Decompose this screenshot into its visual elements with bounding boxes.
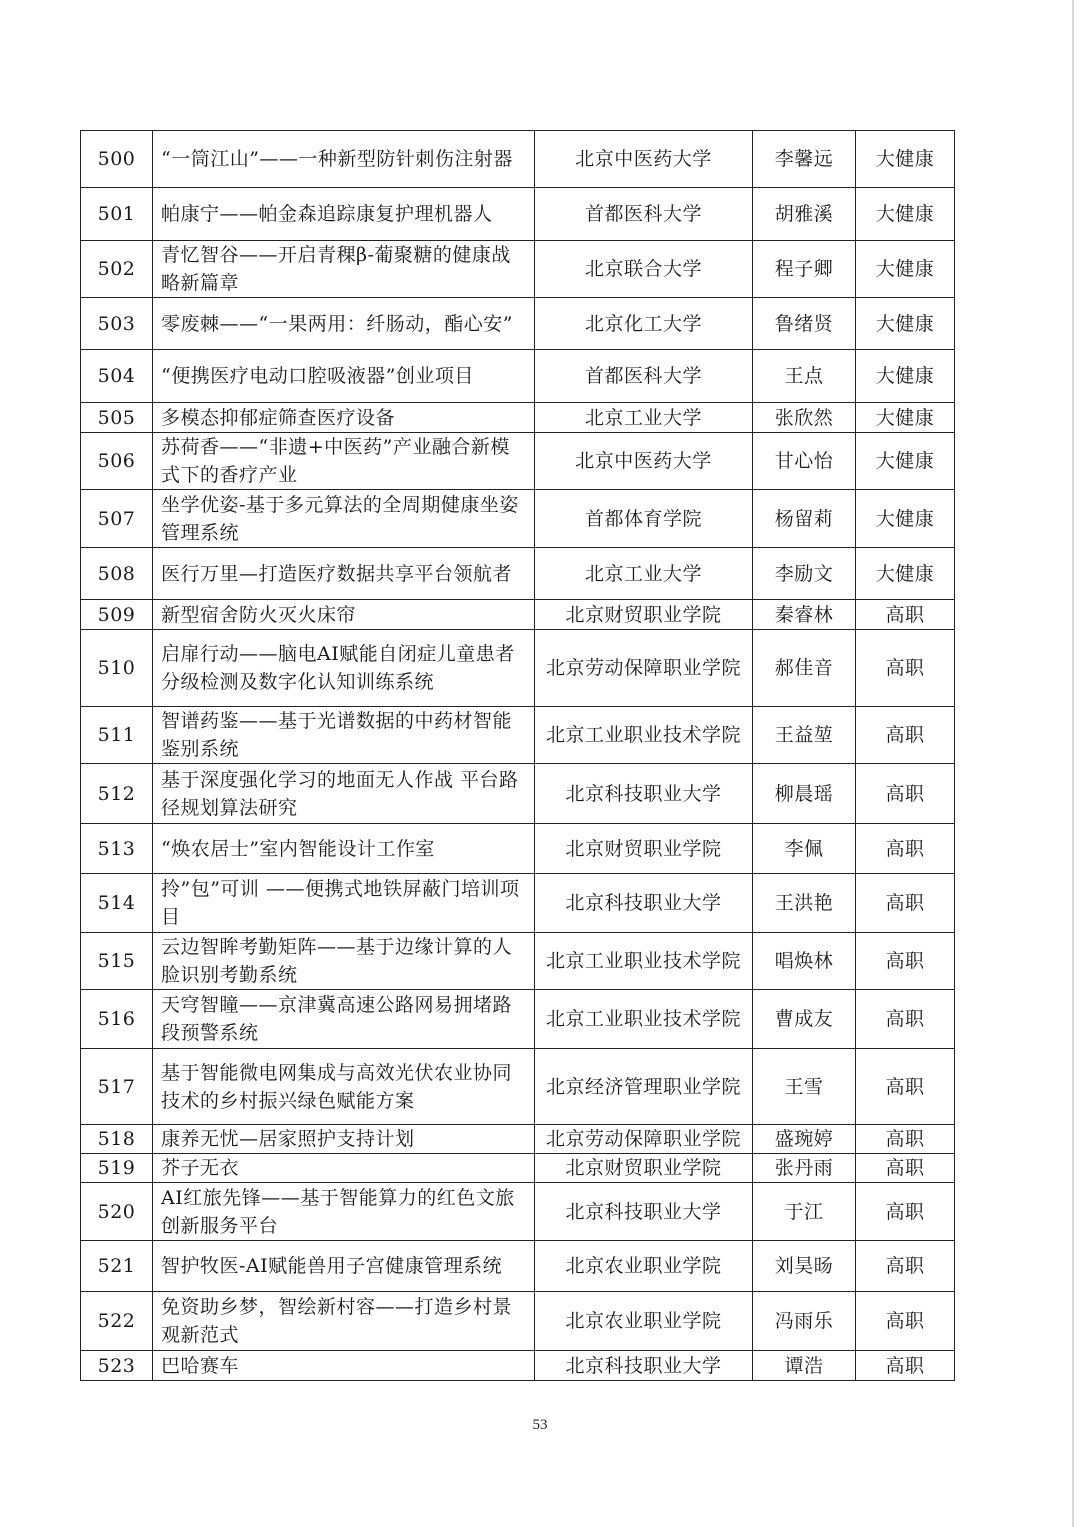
project-category: 高职 <box>856 707 955 764</box>
project-name: 芥子无衣 <box>153 1154 535 1183</box>
table-row <box>81 764 955 824</box>
row-number: 503 <box>81 298 153 350</box>
leader-name: 李佩 <box>753 824 856 874</box>
leader-name: 曹成友 <box>753 990 856 1049</box>
row-number: 510 <box>81 630 153 707</box>
leader-name: 李励文 <box>753 548 856 600</box>
table-row <box>81 298 955 350</box>
leader-name: 刘昊旸 <box>753 1241 856 1292</box>
row-number: 523 <box>81 1351 153 1381</box>
table-row <box>81 1351 955 1381</box>
school-name: 北京农业职业学院 <box>535 1241 753 1292</box>
project-category: 高职 <box>856 933 955 990</box>
table-row <box>81 933 955 990</box>
school-name: 北京工业职业技术学院 <box>535 990 753 1049</box>
project-category: 大健康 <box>856 403 955 433</box>
table-row <box>81 403 955 433</box>
leader-name: 鲁绪贤 <box>753 298 856 350</box>
project-name: 多模态抑郁症筛查医疗设备 <box>153 403 535 433</box>
leader-name: 张欣然 <box>753 403 856 433</box>
row-number: 501 <box>81 188 153 241</box>
table-row <box>81 131 955 188</box>
project-name: “焕农居士”室内智能设计工作室 <box>153 824 535 874</box>
project-name: 巴哈赛车 <box>153 1351 535 1381</box>
school-name: 北京中医药大学 <box>535 433 753 490</box>
project-category: 高职 <box>856 1049 955 1125</box>
table-row <box>81 630 955 707</box>
table-row <box>81 1183 955 1241</box>
project-category: 高职 <box>856 630 955 707</box>
table-row <box>81 433 955 490</box>
school-name: 北京财贸职业学院 <box>535 1154 753 1183</box>
project-name: “一筒江山”——一种新型防针刺伤注射器 <box>153 131 535 188</box>
project-name: 青忆智谷——开启青稞β-葡聚糖的健康战略新篇章 <box>153 241 535 298</box>
leader-name: 王益堃 <box>753 707 856 764</box>
school-name: 北京联合大学 <box>535 241 753 298</box>
leader-name: 盛琬婷 <box>753 1125 856 1154</box>
table-row <box>81 1154 955 1183</box>
school-name: 首都医科大学 <box>535 350 753 403</box>
project-category: 大健康 <box>856 241 955 298</box>
project-category: 高职 <box>856 1241 955 1292</box>
school-name: 北京劳动保障职业学院 <box>535 630 753 707</box>
school-name: 北京财贸职业学院 <box>535 600 753 630</box>
project-roster-table <box>80 130 955 1381</box>
project-name: 基于智能微电网集成与高效光伏农业协同技术的乡村振兴绿色赋能方案 <box>153 1049 535 1125</box>
project-name: 智护牧医-AI赋能兽用子宫健康管理系统 <box>153 1241 535 1292</box>
leader-name: 唱焕林 <box>753 933 856 990</box>
table-row <box>81 241 955 298</box>
project-category: 大健康 <box>856 548 955 600</box>
project-category: 高职 <box>856 1351 955 1381</box>
table-row <box>81 707 955 764</box>
project-category: 大健康 <box>856 131 955 188</box>
school-name: 首都体育学院 <box>535 490 753 548</box>
project-category: 大健康 <box>856 433 955 490</box>
leader-name: 张丹雨 <box>753 1154 856 1183</box>
school-name: 北京科技职业大学 <box>535 874 753 933</box>
table-row <box>81 490 955 548</box>
school-name: 北京科技职业大学 <box>535 1183 753 1241</box>
project-category: 高职 <box>856 824 955 874</box>
school-name: 北京工业大学 <box>535 403 753 433</box>
table-row <box>81 1125 955 1154</box>
school-name: 北京科技职业大学 <box>535 764 753 824</box>
page-edge-line <box>1072 0 1074 1527</box>
project-category: 高职 <box>856 1183 955 1241</box>
leader-name: 王雪 <box>753 1049 856 1125</box>
project-category: 高职 <box>856 600 955 630</box>
school-name: 北京工业职业技术学院 <box>535 933 753 990</box>
school-name: 首都医科大学 <box>535 188 753 241</box>
project-name: 帕康宁——帕金森追踪康复护理机器人 <box>153 188 535 241</box>
table-row <box>81 990 955 1049</box>
project-name: “便携医疗电动口腔吸液器”创业项目 <box>153 350 535 403</box>
row-number: 509 <box>81 600 153 630</box>
row-number: 515 <box>81 933 153 990</box>
school-name: 北京科技职业大学 <box>535 1351 753 1381</box>
project-name: 天穹智瞳——京津冀高速公路网易拥堵路段预警系统 <box>153 990 535 1049</box>
leader-name: 王点 <box>753 350 856 403</box>
project-category: 高职 <box>856 1292 955 1351</box>
leader-name: 冯雨乐 <box>753 1292 856 1351</box>
table-row <box>81 874 955 933</box>
school-name: 北京化工大学 <box>535 298 753 350</box>
project-name: 基于深度强化学习的地面无人作战 平台路径规划算法研究 <box>153 764 535 824</box>
row-number: 508 <box>81 548 153 600</box>
row-number: 512 <box>81 764 153 824</box>
row-number: 507 <box>81 490 153 548</box>
school-name: 北京劳动保障职业学院 <box>535 1125 753 1154</box>
table-row <box>81 350 955 403</box>
project-name: 启扉行动——脑电AI赋能自闭症儿童患者分级检测及数字化认知训练系统 <box>153 630 535 707</box>
row-number: 522 <box>81 1292 153 1351</box>
row-number: 519 <box>81 1154 153 1183</box>
school-name: 北京农业职业学院 <box>535 1292 753 1351</box>
table-row <box>81 1292 955 1351</box>
table-row <box>81 824 955 874</box>
project-category: 高职 <box>856 874 955 933</box>
project-name: 康养无忧—居家照护支持计划 <box>153 1125 535 1154</box>
row-number: 516 <box>81 990 153 1049</box>
school-name: 北京经济管理职业学院 <box>535 1049 753 1125</box>
leader-name: 于江 <box>753 1183 856 1241</box>
project-category: 大健康 <box>856 490 955 548</box>
row-number: 505 <box>81 403 153 433</box>
table-row <box>81 600 955 630</box>
table-row <box>81 188 955 241</box>
row-number: 500 <box>81 131 153 188</box>
row-number: 502 <box>81 241 153 298</box>
table-row <box>81 548 955 600</box>
project-name: 新型宿舍防火灭火床帘 <box>153 600 535 630</box>
leader-name: 柳晨瑶 <box>753 764 856 824</box>
project-category: 高职 <box>856 990 955 1049</box>
leader-name: 程子卿 <box>753 241 856 298</box>
project-category: 高职 <box>856 764 955 824</box>
leader-name: 李馨远 <box>753 131 856 188</box>
project-name: 医行万里—打造医疗数据共享平台领航者 <box>153 548 535 600</box>
row-number: 518 <box>81 1125 153 1154</box>
row-number: 520 <box>81 1183 153 1241</box>
school-name: 北京工业大学 <box>535 548 753 600</box>
row-number: 511 <box>81 707 153 764</box>
row-number: 517 <box>81 1049 153 1125</box>
project-category: 大健康 <box>856 350 955 403</box>
page-number: 53 <box>532 1417 548 1433</box>
project-name: 坐学优姿-基于多元算法的全周期健康坐姿管理系统 <box>153 490 535 548</box>
leader-name: 甘心怡 <box>753 433 856 490</box>
project-category: 高职 <box>856 1125 955 1154</box>
project-name: 拎”包”可训 ——便携式地铁屏蔽门培训项目 <box>153 874 535 933</box>
leader-name: 秦睿林 <box>753 600 856 630</box>
school-name: 北京财贸职业学院 <box>535 824 753 874</box>
project-name: 零废棘——“一果两用：纤肠动，酯心安” <box>153 298 535 350</box>
row-number: 506 <box>81 433 153 490</box>
row-number: 504 <box>81 350 153 403</box>
leader-name: 胡雅溪 <box>753 188 856 241</box>
leader-name: 郝佳音 <box>753 630 856 707</box>
table-row <box>81 1241 955 1292</box>
leader-name: 谭浩 <box>753 1351 856 1381</box>
leader-name: 王洪艳 <box>753 874 856 933</box>
project-category: 高职 <box>856 1154 955 1183</box>
project-name: 云边智眸考勤矩阵——基于边缘计算的人脸识别考勤系统 <box>153 933 535 990</box>
table-row <box>81 1049 955 1125</box>
school-name: 北京工业职业技术学院 <box>535 707 753 764</box>
school-name: 北京中医药大学 <box>535 131 753 188</box>
project-name: 苏荷香——“非遗+中医药”产业融合新模式下的香疗产业 <box>153 433 535 490</box>
project-name: 免资助乡梦，智绘新村容——打造乡村景观新范式 <box>153 1292 535 1351</box>
project-category: 大健康 <box>856 298 955 350</box>
leader-name: 杨留莉 <box>753 490 856 548</box>
row-number: 514 <box>81 874 153 933</box>
project-name: 智谱药鉴——基于光谱数据的中药材智能鉴别系统 <box>153 707 535 764</box>
project-category: 大健康 <box>856 188 955 241</box>
project-name: AI红旅先锋——基于智能算力的红色文旅创新服务平台 <box>153 1183 535 1241</box>
row-number: 521 <box>81 1241 153 1292</box>
row-number: 513 <box>81 824 153 874</box>
